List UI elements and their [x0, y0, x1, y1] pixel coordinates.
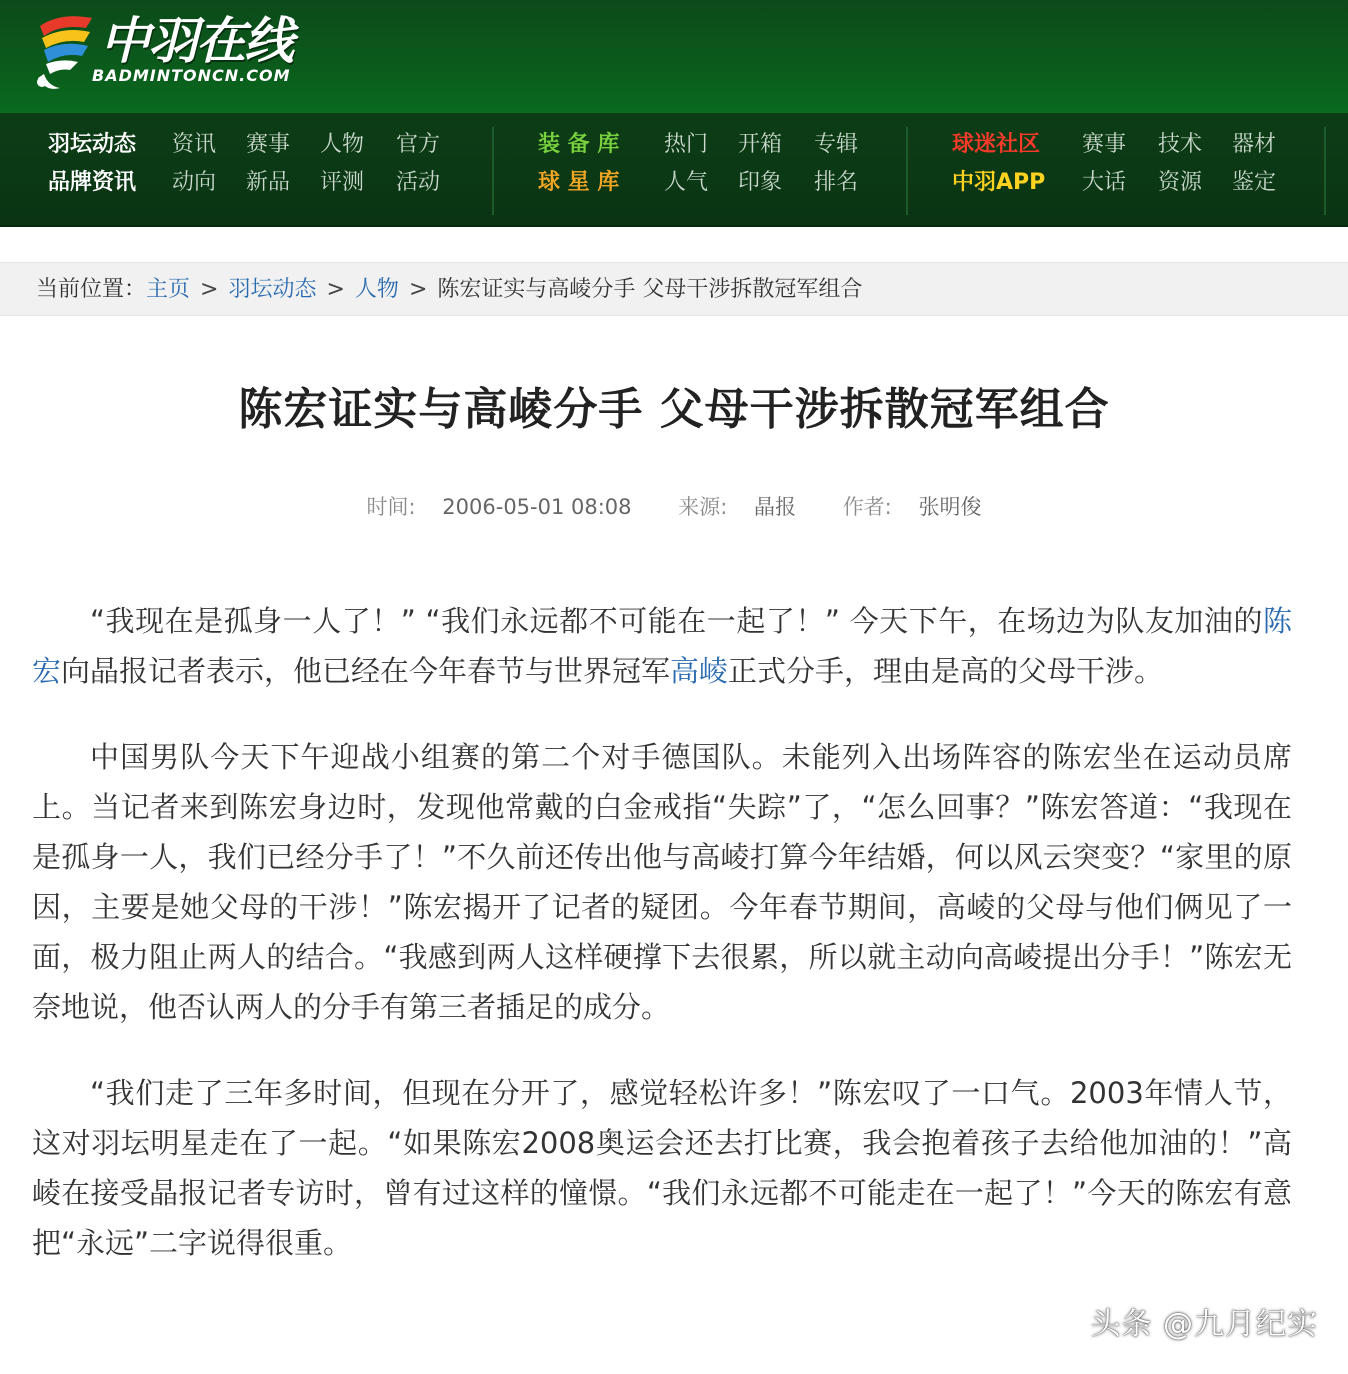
meta-source — [668, 495, 806, 519]
meta-time-value: 2006-05-01 08:08 — [442, 495, 632, 519]
nav-head-equipment-library[interactable]: 装 备 库 — [538, 132, 620, 157]
nav-item-gear[interactable]: 器材 — [1232, 132, 1277, 157]
article-paragraph-2: 中国男队今天下午迎战小组赛的第二个对手德国队。未能列入出场阵容的陈宏坐在运动员席上。当记者来到陈宏身边时，发现他常戴的白金戒指“失踪”了，“怎么回事？”陈宏答道：“我现在是孤身一人，我们已经分手了！”不久前还传出他与高崚打算今年结婚，何以风云突变？“家里的原因，主要是她父母的干涉！”陈宏揭开了记者的疑团。今年春节期间，高崚的父母与他们俩见了一面，极力阻止两人的结合。“我感到两人这样硬撑下去很累，所以就主动向高崚提出分手！”陈宏无奈地说，他否认两人的分手有第三者插足的成分。 — [32, 740, 1292, 1024]
nav-item-official[interactable]: 官方 — [396, 132, 441, 157]
nav-item-resources[interactable]: 资源 — [1158, 170, 1203, 195]
nav-item-appraisal[interactable]: 鉴定 — [1232, 170, 1277, 195]
nav-item-events[interactable]: 赛事 — [246, 132, 291, 157]
nav-head-tournament-news[interactable]: 羽坛动态 — [48, 132, 137, 157]
logo-chinese-text: 中羽在线 — [100, 12, 292, 70]
main-nav — [0, 113, 1348, 227]
logo-english-text: BADMINTONCN.COM — [92, 66, 291, 85]
nav-head-star-library[interactable]: 球 星 库 — [538, 170, 620, 195]
nav-group-community — [952, 128, 1292, 212]
nav-item-albums[interactable]: 专辑 — [814, 132, 859, 157]
nav-item-impressions[interactable]: 印象 — [738, 170, 783, 195]
paragraph-text: 正式分手，理由是高的父母干涉。 — [728, 654, 1164, 688]
meta-author-value: 张明俊 — [918, 495, 982, 519]
article-body — [32, 596, 1292, 1268]
breadcrumb-separator: > — [408, 277, 428, 302]
nav-head-brand-news[interactable]: 品牌资讯 — [48, 170, 137, 195]
meta-author — [833, 495, 992, 519]
nav-divider — [906, 127, 908, 215]
nav-item-technique[interactable]: 技术 — [1158, 132, 1203, 157]
nav-head-app[interactable]: 中羽APP — [952, 170, 1046, 195]
link-chen-hong[interactable]: 陈宏 — [32, 604, 1292, 688]
article-paragraph-3: “我们走了三年多时间，但现在分开了，感觉轻松许多！”陈宏叹了一口气。2003年情人节，这对羽坛明星走在了一起。“如果陈宏2008奥运会还去打比赛，我会抱着孩子去给他加油的！”高崚在接受晶报记者专访时，曾有过这样的憧憬。“我们永远都不可能走在一起了！”今天的陈宏有意把“永远”二字说得很重。 — [32, 1076, 1292, 1260]
breadcrumb-link-tournament-news[interactable]: 羽坛动态 — [228, 277, 317, 302]
nav-item-activities[interactable]: 活动 — [396, 170, 441, 195]
meta-author-label: 作者: — [842, 495, 892, 519]
article-title: 陈宏证实与高崚分手 父母干涉拆散冠军组合 — [238, 384, 1110, 435]
breadcrumb-link-home[interactable]: 主页 — [146, 277, 191, 302]
link-gao-ling[interactable]: 高崚 — [670, 654, 729, 688]
breadcrumb-separator: > — [326, 277, 345, 302]
nav-divider — [492, 127, 494, 215]
nav-item-community-events[interactable]: 赛事 — [1082, 132, 1127, 157]
meta-source-value: 晶报 — [754, 495, 796, 519]
nav-item-reviews[interactable]: 评测 — [320, 170, 365, 195]
breadcrumb — [0, 262, 1348, 316]
nav-item-new-products[interactable]: 新品 — [246, 170, 291, 195]
nav-divider — [1324, 127, 1326, 215]
nav-item-chat[interactable]: 大话 — [1082, 170, 1127, 195]
nav-item-rankings[interactable]: 排名 — [814, 170, 859, 195]
paragraph-text: 向晶报记者表示，他已经在今年春节与世界冠军 — [61, 654, 671, 688]
nav-item-popularity[interactable]: 人气 — [664, 170, 709, 195]
nav-item-trends[interactable]: 动向 — [172, 170, 217, 195]
site-logo[interactable] — [30, 8, 360, 94]
nav-item-unboxing[interactable]: 开箱 — [738, 132, 783, 157]
article-meta — [0, 490, 1348, 524]
nav-item-popular[interactable]: 热门 — [664, 132, 709, 157]
breadcrumb-link-people[interactable]: 人物 — [354, 277, 399, 302]
meta-time — [357, 495, 642, 519]
nav-group-equipment — [538, 128, 878, 212]
nav-item-news[interactable]: 资讯 — [172, 132, 217, 157]
meta-time-label: 时间: — [366, 495, 416, 519]
nav-head-fan-community[interactable]: 球迷社区 — [952, 132, 1041, 157]
paragraph-text: “我现在是孤身一人了！” “我们永远都不可能在一起了！” 今天下午，在场边为队友加油的 — [90, 604, 1263, 638]
meta-source-label: 来源: — [678, 495, 728, 519]
breadcrumb-current: 陈宏证实与高崚分手 父母干涉拆散冠军组合 — [437, 277, 863, 302]
breadcrumb-prefix: 当前位置： — [36, 277, 147, 302]
nav-item-people[interactable]: 人物 — [320, 132, 365, 157]
site-header — [0, 0, 1348, 113]
article-paragraph-1 — [32, 596, 1292, 696]
watermark: 头条 @九月纪实 — [1090, 1307, 1318, 1342]
breadcrumb-separator: > — [200, 277, 219, 302]
nav-group-news — [48, 128, 468, 212]
